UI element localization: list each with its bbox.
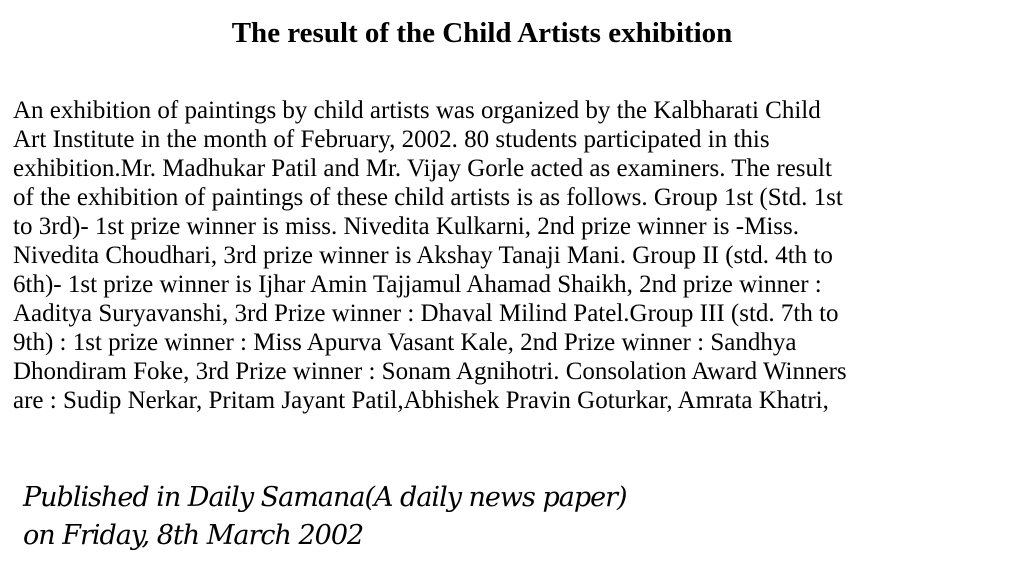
publication-date: on Friday, 8th March 2002 (23, 520, 364, 551)
body-line: Dhondiram Foke, 3rd Prize winner : Sonam Agnihotri. Consolation Award Winners (13, 358, 847, 385)
document-title: The result of the Child Artists exhibition (231, 17, 733, 49)
publication-source: Published in Daily Samana(A daily news paper) (23, 482, 627, 513)
article-body (13, 96, 1013, 415)
body-line: are : Sudip Nerkar, Pritam Jayant Patil,Abhishek Pravin Goturkar, Amrata Khatri, (13, 387, 829, 414)
body-line: to 3rd)- 1st prize winner is miss. Nivedita Kulkarni, 2nd prize winner is -Miss. (13, 213, 799, 240)
body-line: Aaditya Suryavanshi, 3rd Prize winner : Dhaval Milind Patel.Group III (std. 7th to (13, 300, 839, 327)
body-line: of the exhibition of paintings of these child artists is as follows. Group 1st (Std. 1st (13, 184, 843, 211)
body-line: 6th)- 1st prize winner is Ijhar Amin Tajjamul Ahamad Shaikh, 2nd prize winner : (13, 271, 822, 298)
publication-note (23, 479, 627, 555)
body-line: Art Institute in the month of February, 2002. 80 students participated in this (13, 126, 770, 153)
body-line: 9th) : 1st prize winner : Miss Apurva Vasant Kale, 2nd Prize winner : Sandhya (13, 329, 797, 356)
body-line: exhibition.Mr. Madhukar Patil and Mr. Vijay Gorle acted as examiners. The result (13, 155, 832, 182)
body-line: An exhibition of paintings by child artists was organized by the Kalbharati Child (13, 97, 821, 124)
body-line: Nivedita Choudhari, 3rd prize winner is Akshay Tanaji Mani. Group II (std. 4th to (13, 242, 833, 269)
